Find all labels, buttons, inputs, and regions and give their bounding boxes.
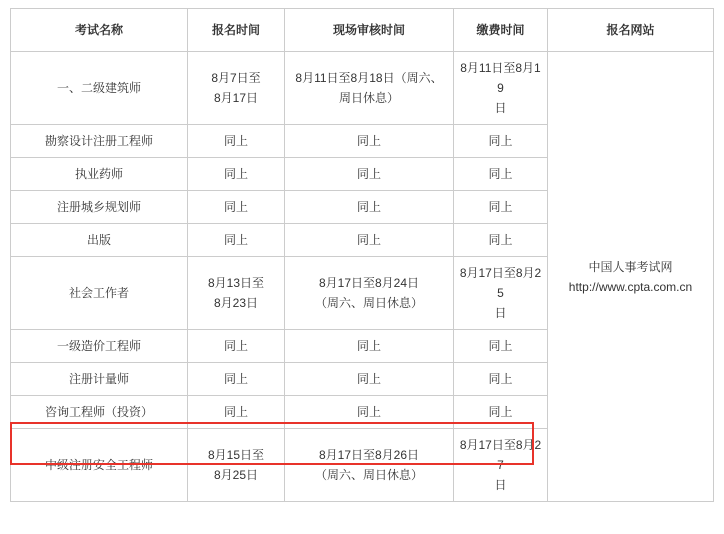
cell-payment-time: 同上 xyxy=(454,363,548,396)
table-row xyxy=(11,52,714,125)
table-header-row xyxy=(11,9,714,52)
cell-exam-name: 注册计量师 xyxy=(11,363,188,396)
cell-line-2: （周六、周日休息） xyxy=(314,296,423,310)
cell-line-1: 8月17日至8月26日 xyxy=(318,448,420,462)
cell-line-2: 周日休息） xyxy=(338,91,399,105)
cell-exam-name: 出版 xyxy=(11,224,188,257)
cell-line-1: 8月17日至8月27 xyxy=(459,438,542,472)
cell-registration-time: 同上 xyxy=(188,396,285,429)
cell-payment-time xyxy=(454,429,548,502)
column-header-payment-time: 缴费时间 xyxy=(454,9,548,52)
cell-line-1: 8月13日至 xyxy=(207,276,265,290)
cell-line-1: 8月17日至8月24日 xyxy=(318,276,420,290)
cell-audit-time: 同上 xyxy=(285,224,454,257)
cell-audit-time: 同上 xyxy=(285,158,454,191)
cell-line-1: 8月17日至8月25 xyxy=(459,266,542,300)
column-header-exam-name: 考试名称 xyxy=(11,9,188,52)
cell-exam-name: 一、二级建筑师 xyxy=(11,52,188,125)
cell-payment-time: 同上 xyxy=(454,396,548,429)
cell-registration-time: 同上 xyxy=(188,158,285,191)
column-header-registration-website: 报名网站 xyxy=(548,9,714,52)
cell-line-1: 8月11日至8月19 xyxy=(460,61,541,95)
cell-payment-time: 同上 xyxy=(454,224,548,257)
cell-registration-time xyxy=(188,257,285,330)
cell-registration-time: 同上 xyxy=(188,363,285,396)
cell-exam-name: 执业药师 xyxy=(11,158,188,191)
website-name: 中国人事考试网 xyxy=(588,259,673,274)
cell-payment-time xyxy=(454,52,548,125)
column-header-onsite-audit-time: 现场审核时间 xyxy=(285,9,454,52)
cell-line-1: 8月15日至 xyxy=(207,448,265,462)
cell-line-2: 日 xyxy=(494,478,507,492)
cell-audit-time: 同上 xyxy=(285,363,454,396)
cell-registration-time: 同上 xyxy=(188,191,285,224)
cell-audit-time xyxy=(285,257,454,330)
cell-payment-time: 同上 xyxy=(454,330,548,363)
cell-registration-website xyxy=(548,52,714,502)
cell-exam-name: 中级注册安全工程师 xyxy=(11,429,188,502)
cell-registration-time xyxy=(188,429,285,502)
exam-schedule-table xyxy=(10,8,714,502)
cell-line-2: 日 xyxy=(494,101,507,115)
cell-registration-time: 同上 xyxy=(188,125,285,158)
cell-registration-time xyxy=(188,52,285,125)
cell-exam-name: 注册城乡规划师 xyxy=(11,191,188,224)
cell-payment-time: 同上 xyxy=(454,158,548,191)
cell-line-1: 8月7日至 xyxy=(211,71,261,85)
cell-audit-time: 同上 xyxy=(285,125,454,158)
cell-exam-name: 咨询工程师（投资） xyxy=(11,396,188,429)
cell-exam-name: 社会工作者 xyxy=(11,257,188,330)
cell-audit-time xyxy=(285,429,454,502)
cell-line-2: 8月25日 xyxy=(213,468,259,482)
cell-registration-time: 同上 xyxy=(188,330,285,363)
cell-exam-name: 勘察设计注册工程师 xyxy=(11,125,188,158)
cell-line-2: 8月17日 xyxy=(213,91,259,105)
cell-audit-time xyxy=(285,52,454,125)
cell-audit-time: 同上 xyxy=(285,330,454,363)
cell-payment-time xyxy=(454,257,548,330)
cell-payment-time: 同上 xyxy=(454,125,548,158)
cell-audit-time: 同上 xyxy=(285,396,454,429)
cell-line-2: （周六、周日休息） xyxy=(314,468,423,482)
column-header-registration-time: 报名时间 xyxy=(188,9,285,52)
cell-exam-name: 一级造价工程师 xyxy=(11,330,188,363)
website-url: http://www.cpta.com.cn xyxy=(568,279,693,294)
cell-registration-time: 同上 xyxy=(188,224,285,257)
cell-line-2: 日 xyxy=(494,306,507,320)
cell-line-2: 8月23日 xyxy=(213,296,259,310)
cell-line-1: 8月11日至8月18日（周六、 xyxy=(295,71,443,85)
cell-audit-time: 同上 xyxy=(285,191,454,224)
cell-payment-time: 同上 xyxy=(454,191,548,224)
